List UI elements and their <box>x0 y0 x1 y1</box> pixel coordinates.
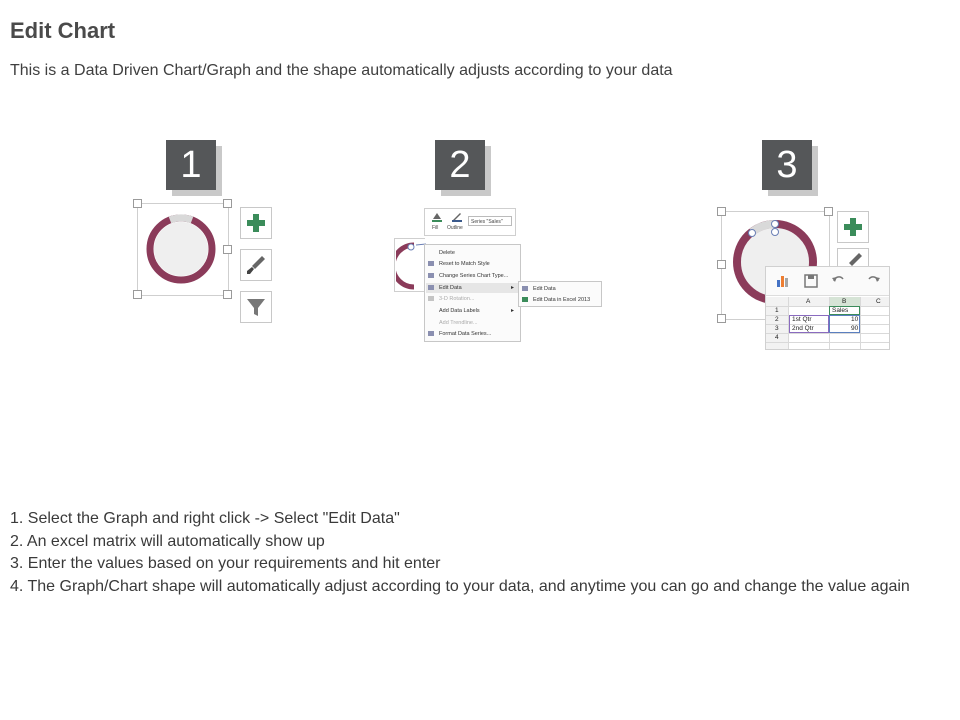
format-mini-toolbar <box>424 208 516 236</box>
series-select-value: Series "Sales" <box>471 219 503 225</box>
column-header-a[interactable]: A <box>806 298 811 305</box>
submenu-item-edit-data[interactable]: Edit Data <box>533 286 556 292</box>
chart-filters-button[interactable] <box>240 291 272 323</box>
submenu-arrow-icon: ▸ <box>511 285 515 291</box>
edit-data-icon <box>428 285 434 290</box>
plus-icon <box>838 212 868 242</box>
menu-item-add-data-labels[interactable]: Add Data Labels <box>439 308 480 314</box>
row-header-3[interactable]: 3 <box>775 325 779 332</box>
cell-b3[interactable]: 90 <box>851 325 859 332</box>
chart-elements-button[interactable] <box>240 207 272 239</box>
menu-item-reset-style[interactable]: Reset to Match Style <box>439 261 490 267</box>
instruction-step-4: 4. The Graph/Chart shape will automatically adjust according to your data, and anytime you can go and change the value again <box>10 577 910 595</box>
menu-item-edit-data[interactable]: Edit Data <box>439 285 462 291</box>
fill-icon[interactable] <box>431 211 443 223</box>
cell-b2[interactable]: 10 <box>851 316 859 323</box>
redo-icon[interactable] <box>866 274 882 288</box>
page-title: Edit Chart <box>10 18 116 43</box>
column-header-b[interactable]: B <box>842 298 847 305</box>
donut-chart[interactable] <box>145 213 217 285</box>
edit-data-icon <box>522 286 528 291</box>
undo-icon[interactable] <box>830 274 848 288</box>
row-header-1[interactable]: 1 <box>775 307 779 314</box>
resize-handle[interactable] <box>717 260 726 269</box>
series-select[interactable] <box>468 216 512 226</box>
chart-styles-button[interactable] <box>240 249 272 281</box>
edit-data-submenu <box>518 281 602 307</box>
step-3-number: 3 <box>762 140 812 190</box>
fill-label: Fill <box>432 225 439 231</box>
excel-data-window <box>765 266 890 350</box>
instruction-step-3: 3. Enter the values based on your requirements and hit enter <box>10 555 441 572</box>
context-menu <box>424 244 521 342</box>
menu-item-change-chart-type[interactable]: Change Series Chart Type... <box>439 273 509 279</box>
resize-handle[interactable] <box>717 207 726 216</box>
outline-icon[interactable] <box>451 211 463 223</box>
resize-handle[interactable] <box>223 245 232 254</box>
menu-item-delete[interactable]: Delete <box>439 250 455 256</box>
cell-a2[interactable]: 1st Qtr <box>792 316 812 323</box>
step-2-number: 2 <box>435 140 485 190</box>
cell-a3[interactable]: 2nd Qtr <box>792 325 814 332</box>
donut-segment-rest <box>170 218 192 220</box>
resize-handle[interactable] <box>717 314 726 323</box>
rotation-icon <box>428 296 434 301</box>
resize-handle[interactable] <box>824 207 833 216</box>
row-header-2[interactable]: 2 <box>775 316 779 323</box>
chart-selection-frame[interactable] <box>394 238 425 292</box>
excel-icon <box>522 297 528 302</box>
chart-elements-button[interactable] <box>837 211 869 243</box>
row-header-4[interactable]: 4 <box>775 334 779 341</box>
resize-handle[interactable] <box>223 290 232 299</box>
menu-item-add-trendline[interactable]: Add Trendline... <box>439 320 478 326</box>
menu-item-3d-rotation[interactable]: 3-D Rotation... <box>439 296 475 302</box>
submenu-item-edit-in-excel[interactable]: Edit Data in Excel 2013 <box>533 297 591 303</box>
format-series-icon <box>428 331 434 336</box>
menu-item-format-data-series[interactable]: Format Data Series... <box>439 331 492 337</box>
paintbrush-icon <box>241 250 271 280</box>
resize-handle[interactable] <box>133 199 142 208</box>
plus-icon <box>241 208 271 238</box>
step-1-number: 1 <box>166 140 216 190</box>
save-icon[interactable] <box>804 274 818 288</box>
resize-handle[interactable] <box>223 199 232 208</box>
column-header-c[interactable]: C <box>876 298 881 305</box>
chart-type-icon <box>428 273 434 278</box>
filter-icon <box>241 292 271 322</box>
instruction-step-1: 1. Select the Graph and right click -> Select "Edit Data" <box>10 510 400 527</box>
outline-label: Outline <box>447 225 463 231</box>
chart-icon[interactable] <box>776 274 790 288</box>
instructions-list <box>10 508 940 598</box>
submenu-arrow-icon: ▸ <box>511 308 515 314</box>
reset-icon <box>428 261 434 266</box>
page-subtitle: This is a Data Driven Chart/Graph and the shape automatically adjusts according to your data <box>10 62 673 79</box>
cell-b1[interactable]: Sales <box>832 307 849 314</box>
resize-handle[interactable] <box>133 290 142 299</box>
instruction-step-2: 2. An excel matrix will automatically show up <box>10 532 325 550</box>
